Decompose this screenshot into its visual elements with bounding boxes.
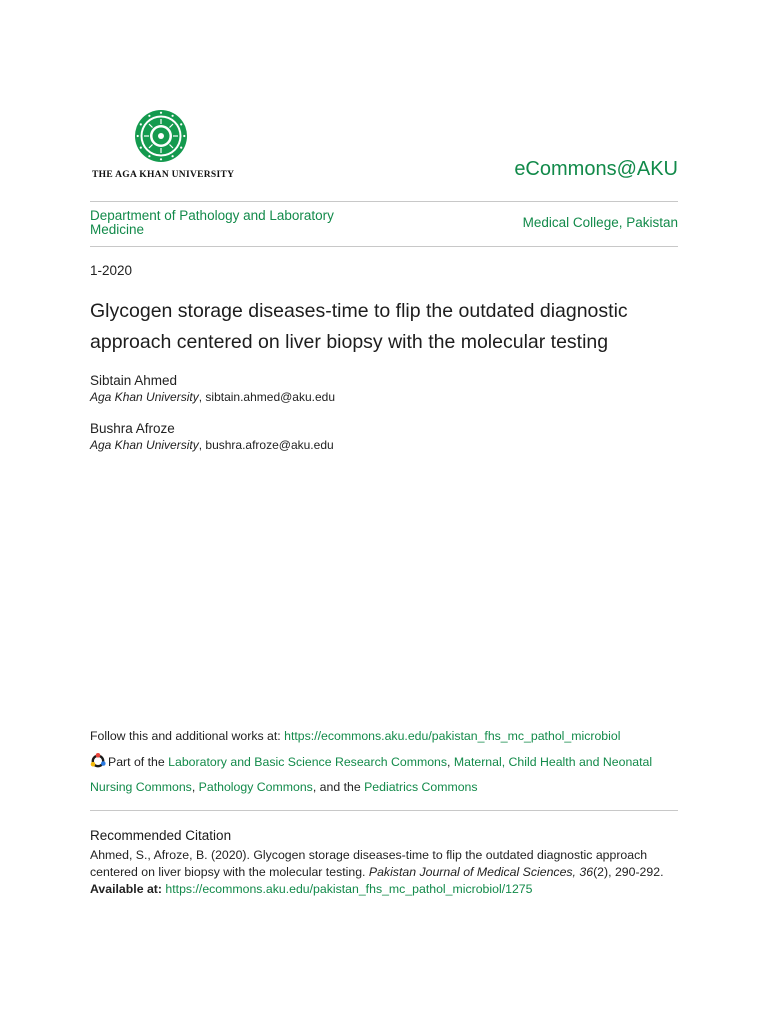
citation-divider <box>90 810 678 811</box>
network-icon <box>90 753 106 776</box>
commons-link[interactable]: Pediatrics Commons <box>364 780 478 794</box>
citation-journal: Pakistan Journal of Medical Sciences, 36 <box>368 865 594 879</box>
department-link[interactable]: Department of Pathology and Laboratory Medicine <box>90 208 334 237</box>
follow-url-link[interactable]: https://ecommons.aku.edu/pakistan_fhs_mc_pathol_microbiol <box>284 729 621 743</box>
author-block <box>90 421 590 452</box>
college-link[interactable]: Medical College, Pakistan <box>522 215 678 230</box>
available-at-label: Available at: <box>90 882 166 896</box>
commons-link[interactable]: Laboratory and Basic Science Research Commons <box>168 755 448 769</box>
commons-link[interactable]: Pathology Commons <box>198 780 313 794</box>
author-email: , sibtain.ahmed@aku.edu <box>198 390 335 404</box>
available-url-link[interactable]: https://ecommons.aku.edu/pakistan_fhs_mc_pathol_microbiol/1275 <box>165 882 533 896</box>
publication-date: 1-2020 <box>90 263 133 278</box>
article-title: Glycogen storage diseases-time to flip the outdated diagnostic approach centered on liver biopsy with the molecular testing <box>90 300 628 353</box>
follow-prefix: Follow this and additional works at: <box>90 729 285 743</box>
commons-link[interactable]: Maternal, Child Health and Neonatal Nursing Commons <box>90 755 653 794</box>
site-name-link[interactable]: eCommons@AKU <box>514 158 678 180</box>
author-affiliation <box>90 390 590 404</box>
separator: , <box>447 755 454 769</box>
top-divider <box>90 201 678 202</box>
affiliation-divider <box>90 246 678 247</box>
author-name: Sibtain Ahmed <box>90 373 178 388</box>
separator: , and the <box>312 780 365 794</box>
university-logo <box>90 106 235 182</box>
part-of-prefix: Part of the <box>108 755 169 769</box>
author-block <box>90 373 590 404</box>
author-institution: Aga Khan University <box>90 438 199 452</box>
follow-line <box>90 725 620 747</box>
citation-body: Ahmed, S., Afroze, B. (2020). Glycogen storage diseases-time to flip the outdated diagnostic approach centered on liver biopsy with the molecular testing. <box>90 848 648 879</box>
citation-text <box>90 847 682 898</box>
author-affiliation <box>90 438 590 452</box>
university-seal-icon <box>90 106 235 168</box>
author-name: Bushra Afroze <box>90 421 175 436</box>
separator: , <box>191 780 199 794</box>
author-institution: Aga Khan University <box>90 390 199 404</box>
part-of-block <box>90 751 680 798</box>
university-name: THE AGA KHAN UNIVERSITY <box>92 170 235 180</box>
author-email: , bushra.afroze@aku.edu <box>198 438 334 452</box>
citation-heading: Recommended Citation <box>90 828 232 843</box>
citation-pages: (2), 290-292. <box>593 865 664 879</box>
